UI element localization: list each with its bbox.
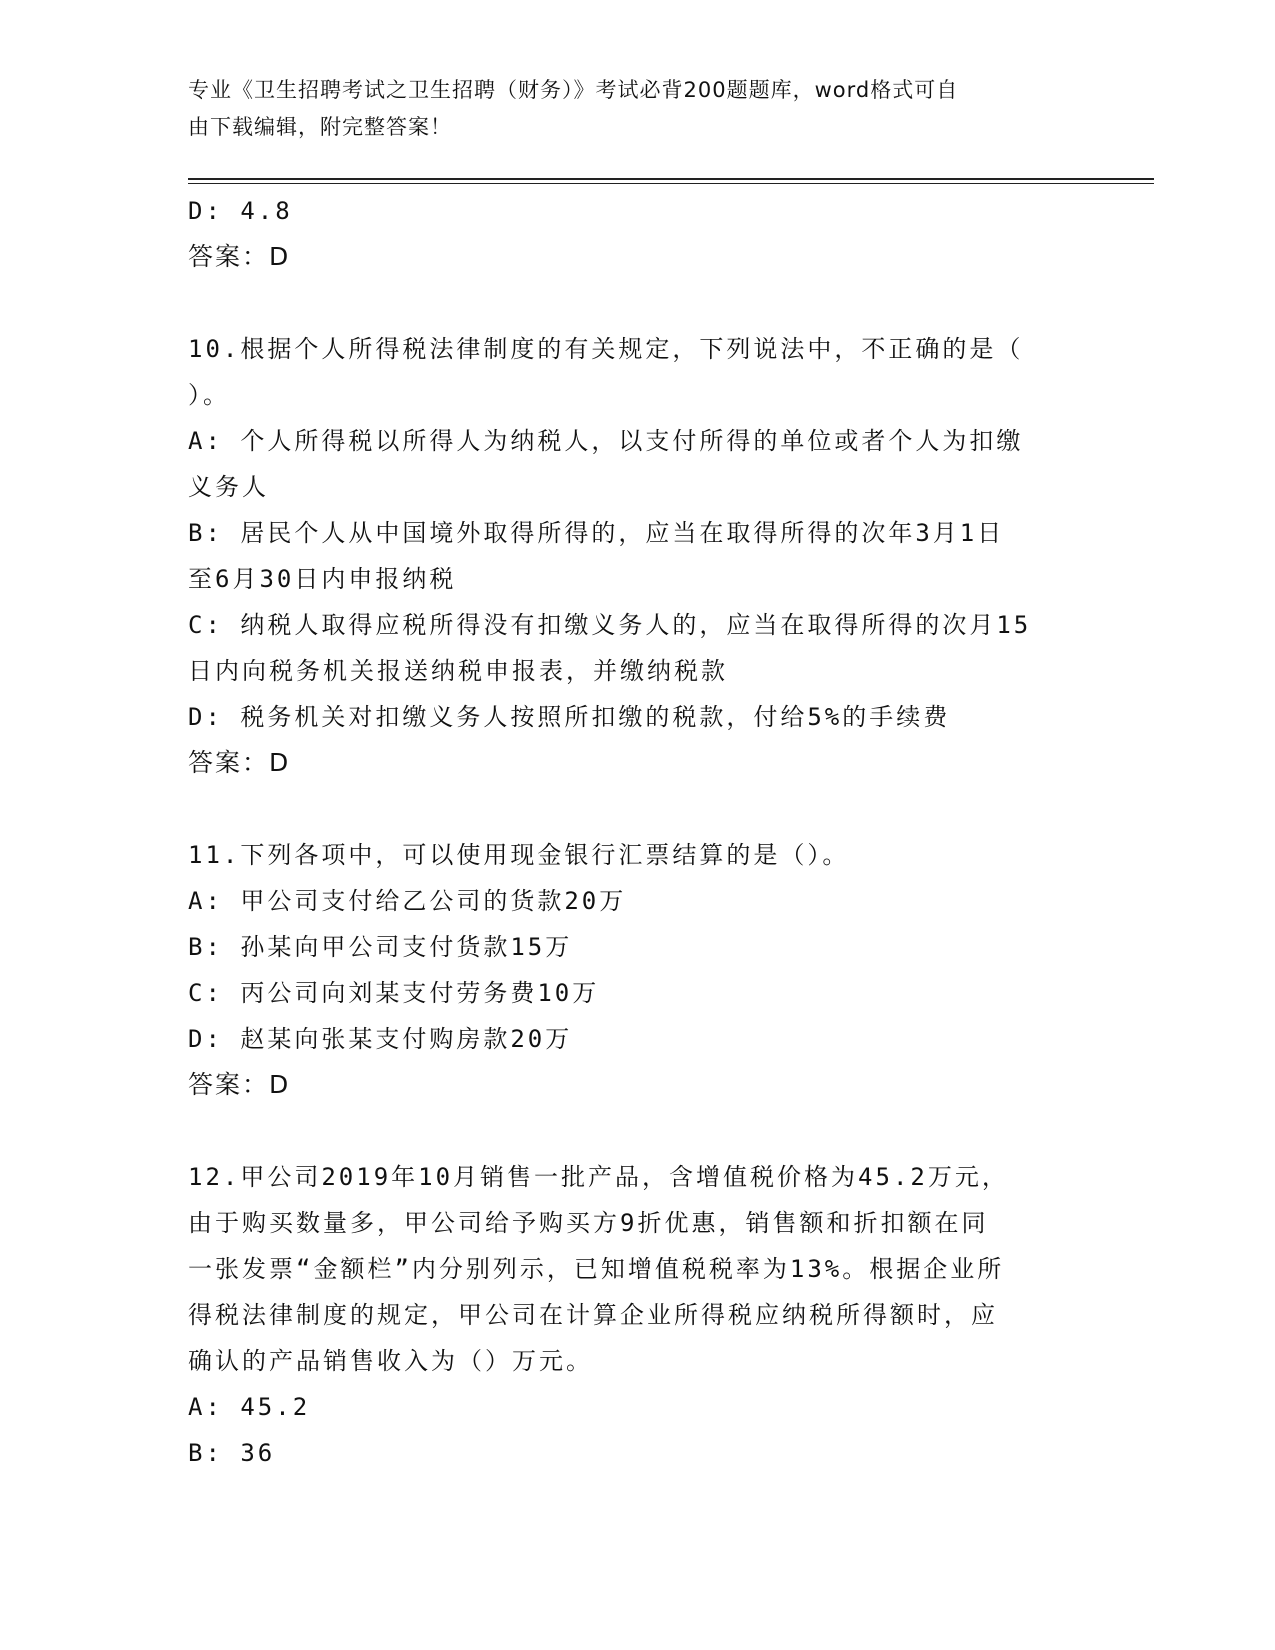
- option-c: C: 纳税人取得应税所得没有扣缴义务人的，应当在取得所得的次月15: [188, 611, 1032, 639]
- option-a: A: 45.2: [188, 1393, 311, 1421]
- option-a: A: 个人所得税以所得人为纳税人，以支付所得的单位或者个人为扣缴: [188, 427, 1024, 455]
- question-content: [188, 188, 1088, 1476]
- header-divider-thick: [188, 178, 1154, 180]
- option-a-continued: 义务人: [188, 473, 269, 501]
- question-11: [188, 832, 1088, 1108]
- answer-line: 答案：D: [188, 748, 291, 777]
- question-stem: 10.根据个人所得税法律制度的有关规定，下列说法中，不正确的是（: [188, 335, 1024, 363]
- option-a: A: 甲公司支付给乙公司的货款20万: [188, 887, 627, 915]
- option-b: B: 孙某向甲公司支付货款15万: [188, 933, 573, 961]
- question-stem-continued: 得税法律制度的规定，甲公司在计算企业所得税应纳税所得额时，应: [188, 1301, 998, 1329]
- question-stem-continued: 由于购买数量多，甲公司给予购买方9折优惠，销售额和折扣额在同: [188, 1209, 989, 1237]
- question-stem: 11.下列各项中，可以使用现金银行汇票结算的是（）。: [188, 841, 850, 869]
- spacer: [188, 786, 1088, 832]
- option-b-continued: 至6月30日内申报纳税: [188, 565, 457, 593]
- header-line-2: 由下载编辑，附完整答案！: [188, 115, 452, 139]
- option-d: D: 赵某向张某支付购房款20万: [188, 1025, 573, 1053]
- option-b: B: 居民个人从中国境外取得所得的，应当在取得所得的次年3月1日: [188, 519, 1005, 547]
- question-stem-continued: 确认的产品销售收入为（）万元。: [188, 1347, 593, 1375]
- question-10: [188, 326, 1088, 786]
- option-c-continued: 日内向税务机关报送纳税申报表，并缴纳税款: [188, 657, 728, 685]
- question-12: [188, 1154, 1088, 1476]
- previous-question-tail: [188, 188, 1088, 280]
- option-d: D: 税务机关对扣缴义务人按照所扣缴的税款，付给5%的手续费: [188, 703, 951, 731]
- question-stem: 12.甲公司2019年10月销售一批产品，含增值税价格为45.2万元，: [188, 1163, 1009, 1191]
- spacer: [188, 280, 1088, 326]
- answer-line: 答案：D: [188, 1070, 291, 1099]
- header-line-1: 专业《卫生招聘考试之卫生招聘（财务）》考试必背200题题库，word格式可自: [188, 78, 959, 102]
- option-d: D: 4.8: [188, 197, 293, 225]
- document-header: [188, 72, 1068, 146]
- option-b: B: 36: [188, 1439, 276, 1467]
- spacer: [188, 1108, 1088, 1154]
- option-c: C: 丙公司向刘某支付劳务费10万: [188, 979, 600, 1007]
- answer-line: 答案：D: [188, 242, 291, 271]
- question-stem-continued: 一张发票“金额栏”内分别列示，已知增值税税率为13%。根据企业所: [188, 1255, 1005, 1283]
- header-divider-thin: [188, 183, 1154, 184]
- question-stem-continued: ）。: [188, 381, 230, 409]
